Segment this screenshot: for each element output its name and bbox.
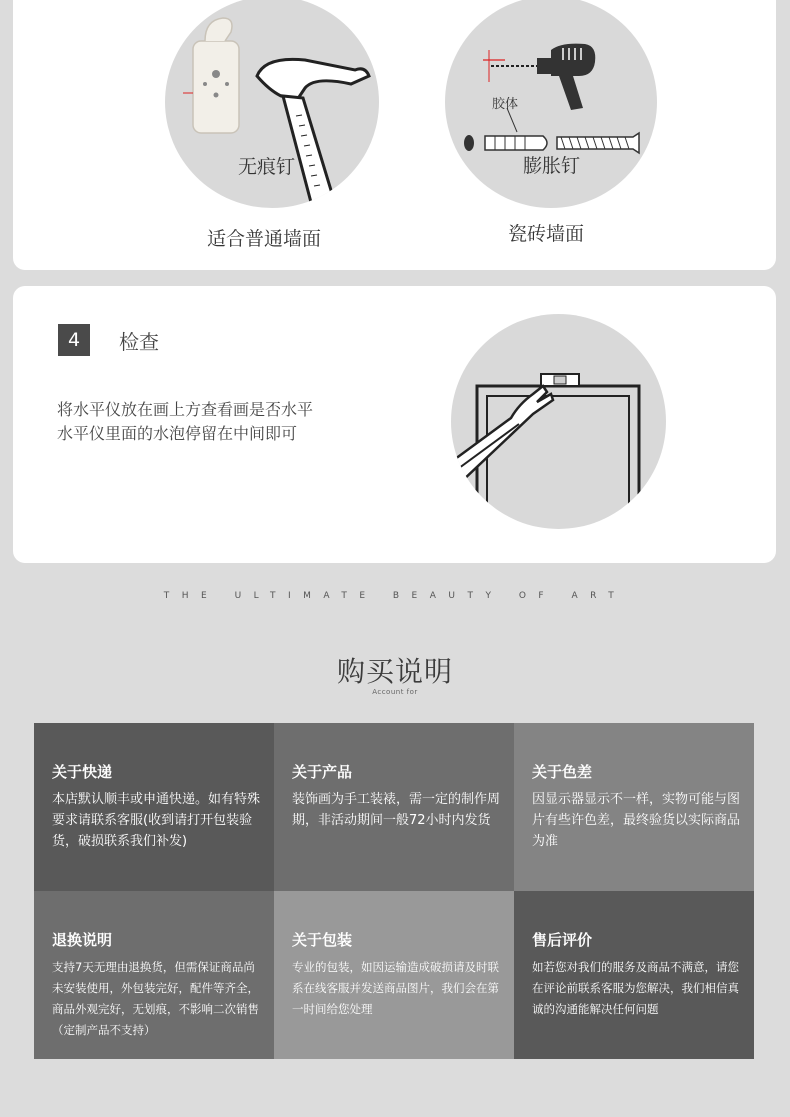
info-cell-body: 专业的包装，如因运输造成破损请及时联系在线客服并发送商品图片，我们会在第一时间给您处理 [292, 960, 499, 1016]
info-cell-product [274, 723, 514, 891]
nail-free-hook-label: 无痕钉 [238, 156, 296, 178]
section-subtitle: Account for [372, 688, 418, 696]
tile-wall-caption: 瓷砖墙面 [508, 223, 585, 245]
step-title: 检查 [119, 330, 159, 354]
info-cell-body: 因显示器显示不一样，实物可能与图片有些许色差，最终验货以实际商品为准 [532, 792, 741, 849]
info-cell-title: 关于产品 [292, 763, 353, 781]
normal-wall-caption: 适合普通墙面 [207, 228, 322, 250]
step-description [57, 398, 313, 446]
info-cell-body: 如若您对我们的服务及商品不满意，请您在评论前联系客服为您解决，我们相信真诚的沟通能解决任何问题 [532, 960, 739, 1016]
info-cell-packaging [274, 891, 514, 1059]
info-cell-delivery [34, 723, 274, 891]
info-cell-after-sales [514, 891, 754, 1059]
section-title: 购买说明 [336, 655, 453, 688]
info-cell-title: 关于包装 [292, 931, 353, 949]
step-description-line: 将水平仪放在画上方查看画是否水平 [57, 400, 314, 419]
expansion-screw-label: 膨胀钉 [523, 155, 581, 177]
step-description-line: 水平仪里面的水泡停留在中间即可 [57, 424, 298, 443]
colloid-callout: 胶体 [492, 97, 519, 112]
info-cell-color-difference [514, 723, 754, 891]
step-check-card [13, 286, 776, 563]
level-check-illustration [451, 314, 666, 529]
tagline: THE ULTIMATE BEAUTY OF ART [163, 591, 627, 601]
info-cell-returns [34, 891, 274, 1059]
purchase-info-grid [34, 723, 754, 1059]
step-number-badge: 4 [58, 324, 90, 356]
info-cell-title: 退换说明 [52, 931, 113, 949]
spirit-level-frame-icon [451, 314, 666, 529]
info-cell-body: 装饰画为手工装裱，需一定的制作周期，非活动期间一般72小时内发货 [292, 792, 501, 828]
info-cell-title: 关于色差 [532, 763, 593, 781]
info-cell-body: 支持7天无理由退换货，但需保证商品尚未安装使用，外包装完好，配件等齐全，商品外观完好，无划痕，不影响二次销售（定制产品不支持） [52, 960, 259, 1037]
mounting-methods-card [13, 0, 776, 270]
expansion-screw-illustration [445, 0, 657, 208]
info-cell-title: 关于快递 [52, 763, 113, 781]
info-cell-body: 本店默认顺丰或申通快递。如有特殊要求请联系客服(收到请打开包装验货，破损联系我们补发) [52, 792, 261, 849]
nail-free-hook-illustration [165, 0, 379, 208]
info-cell-title: 售后评价 [532, 931, 593, 949]
